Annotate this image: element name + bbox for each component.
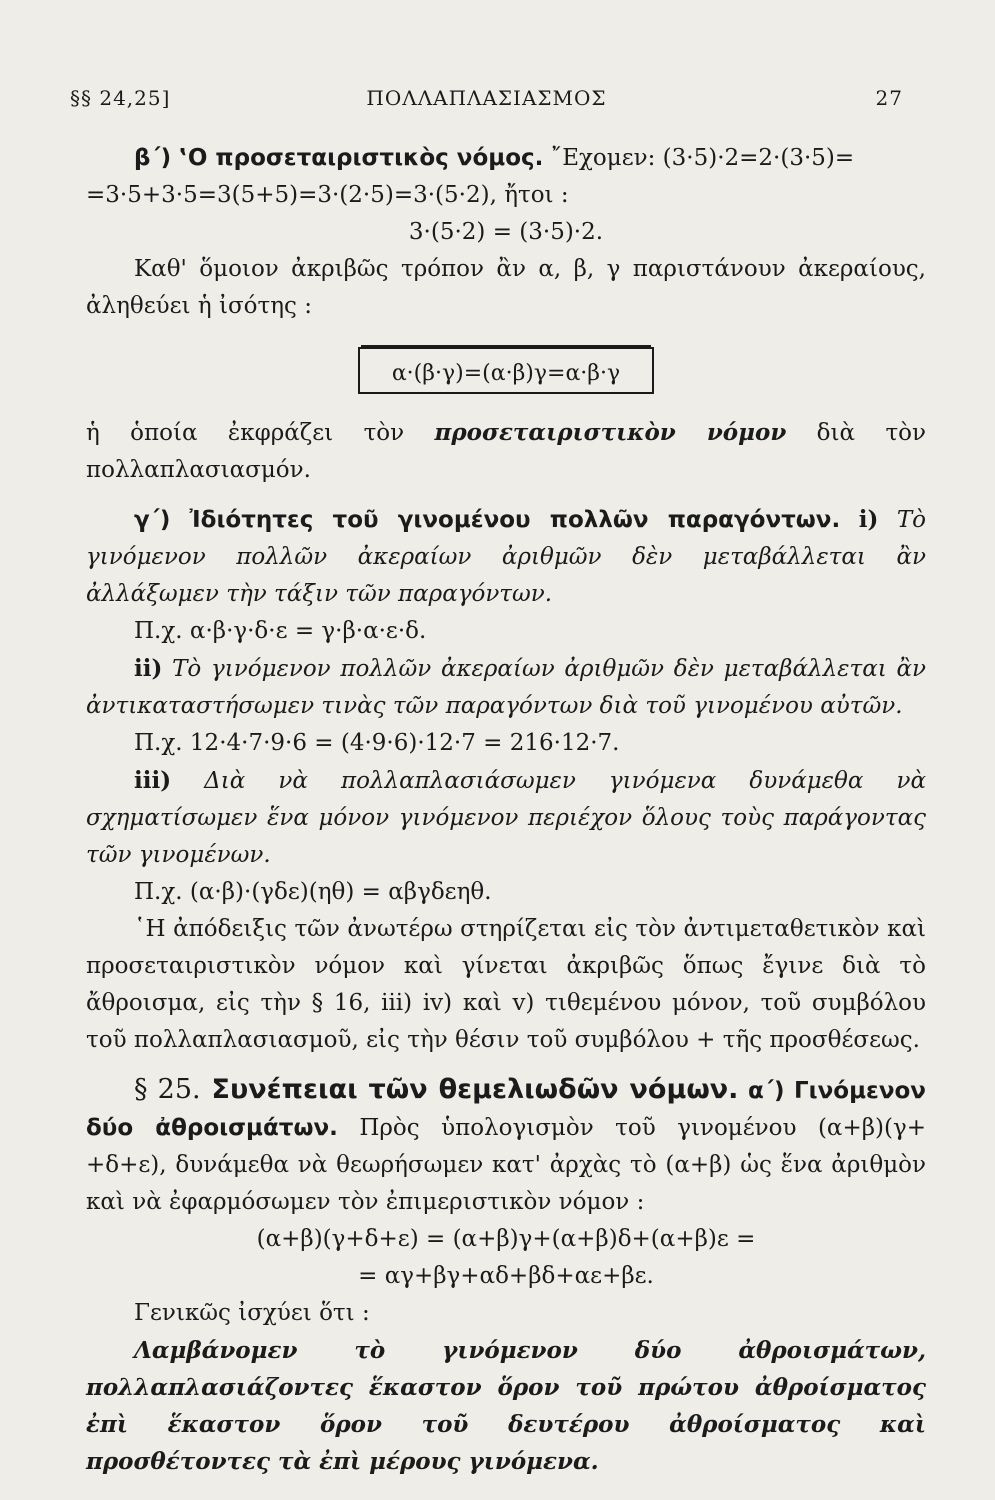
running-title: ΠΟΛΛΑΠΛΑΣΙΑΣΜΟΣ: [366, 86, 607, 110]
item-ii-label: ii): [134, 655, 163, 682]
item-iii-example: Π.χ. (α·β)·(γδε)(ηθ) = αβγδεηθ.: [134, 879, 492, 905]
section-25-equation-2: = αγ+βγ+αδ+βδ+αε+βε.: [358, 1263, 654, 1289]
beta-heading: β΄) ‛Ο προσεταιριστικὸς νόμος.: [134, 145, 544, 171]
item-i-text: Τὸ γινόμενον πολλῶν ἀκεραίων ἀριθμῶν δὲν μεταβάλλεται ἂν ἀλλάξωμεν τὴν τάξιν τῶν παραγόντων.: [86, 507, 927, 607]
item-ii-paragraph: [86, 650, 926, 725]
boxed-formula-wrap: [86, 347, 926, 394]
associative-law-formula: α·(β·γ)=(α·β)γ=α·β·γ: [358, 347, 654, 394]
section-25-title: Συνέπειαι τῶν θεμελιωδῶν νόμων.: [200, 1074, 739, 1105]
beta-line-2: =3·5+3·5=3(5+5)=3·(2·5)=3·(5·2), ἤτοι :: [86, 182, 569, 208]
item-i-label: i): [858, 506, 879, 533]
section-25-heading: [134, 1074, 738, 1105]
running-header: [70, 86, 903, 116]
beta-line-1: ῎Εχομεν: (3·5)·2=2·(3·5)=: [550, 145, 855, 171]
proof-paragraph: ῾Η ἀπόδειξις τῶν ἀνωτέρω στηρίζεται εἰς τὸν ἀντιμεταθετικὸν καὶ προσεταιριστικὸν νόμον καὶ γίνεται ἀκριβῶς ὅπως ἔγινε διὰ τὸ ἄθροισμα, εἰς τὴν § 16, iii) iv) καὶ v) τιθεμένου μόνον, τοῦ συμβόλου τοῦ πολλαπλασιασμοῦ, εἰς τὴν θέσιν τοῦ συμβόλου + τῆς προσθέσεως.: [86, 916, 926, 1053]
gamma-paragraph: [86, 501, 926, 613]
item-iii-paragraph: [86, 762, 926, 874]
beta-statement: Καθ' ὅμοιον ἀκριβῶς τρόπον ἂν α, β, γ παριστάνουν ἀκεραίους, ἀληθεύει ἡ ἰσότης :: [86, 256, 926, 319]
beta-conclusion: [86, 414, 926, 489]
gamma-heading: γ΄) Ἰδιότητες τοῦ γινομένου πολλῶν παραγόντων.: [134, 507, 841, 533]
section-25-text: Πρὸς ὑπολογισμὸν τοῦ γινομένου (α+β)(γ+ +δ+ε), δυνάμεθα νὰ θεωρήσωμεν κατ' ἀρχὰς τὸ (α+β) ὡς ἕνα ἀριθμὸν καὶ νὰ ἐφαρμόσωμεν τὸν ἐπιμεριστικὸν νόμον :: [86, 1115, 926, 1215]
item-i-example: Π.χ. α·β·γ·δ·ε = γ·β·α·ε·δ.: [134, 618, 427, 644]
beta-conclusion-pre: ἡ ὁποία ἐκφράζει τὸν: [86, 420, 435, 446]
item-iii-label: iii): [134, 767, 172, 794]
item-iii-text: Διὰ νὰ πολλαπλασιάσωμεν γινόμενα δυνάμεθα νὰ σχηματίσωμεν ἕνα μόνον γινόμενον περιέχον ὅλους τοὺς παράγοντας τῶν γινομένων.: [86, 768, 926, 868]
section-reference: §§ 24,25]: [70, 86, 171, 110]
beta-equation: 3·(5·2) = (3·5)·2.: [408, 219, 604, 245]
general-statement: Γενικῶς ἰσχύει ὅτι :: [134, 1300, 370, 1326]
product-of-sums-rule: Λαμβάνομεν τὸ γινόμενον δύο ἀθροισμάτων, πολλαπλασιάζοντες ἕκαστον ὅρον τοῦ πρώτου ἀθροίσματος ἐπὶ ἕκαστον ὅρον τοῦ δευτέρου ἀθροίσματος καὶ προσθέτοντες τὰ ἐπὶ μέρους γινόμενα.: [86, 1337, 926, 1475]
section-25-number: § 25.: [134, 1074, 201, 1105]
item-ii-example: Π.χ. 12·4·7·9·6 = (4·9·6)·12·7 = 216·12·7.: [134, 730, 620, 756]
section-25-subheading: α΄) Γινόμενον δύο ἀθροισμάτων.: [86, 1078, 926, 1141]
beta-conclusion-post: διὰ τὸν πολλαπλασιασμόν.: [86, 420, 927, 483]
beta-paragraph: [86, 140, 926, 214]
page-number: 27: [875, 86, 903, 110]
page-body: [86, 140, 926, 1480]
associative-law-term: προσεταιριστικὸν νόμον: [434, 419, 787, 446]
section-25-paragraph: [86, 1071, 926, 1221]
item-ii-text: Τὸ γινόμενον πολλῶν ἀκεραίων ἀριθμῶν δὲν μεταβάλλεται ἂν ἀντικαταστήσωμεν τινὰς τῶν παραγόντων διὰ τοῦ γινομένου αὐτῶν.: [86, 656, 926, 719]
section-25-equation-1: (α+β)(γ+δ+ε) = (α+β)γ+(α+β)δ+(α+β)ε =: [256, 1226, 756, 1252]
